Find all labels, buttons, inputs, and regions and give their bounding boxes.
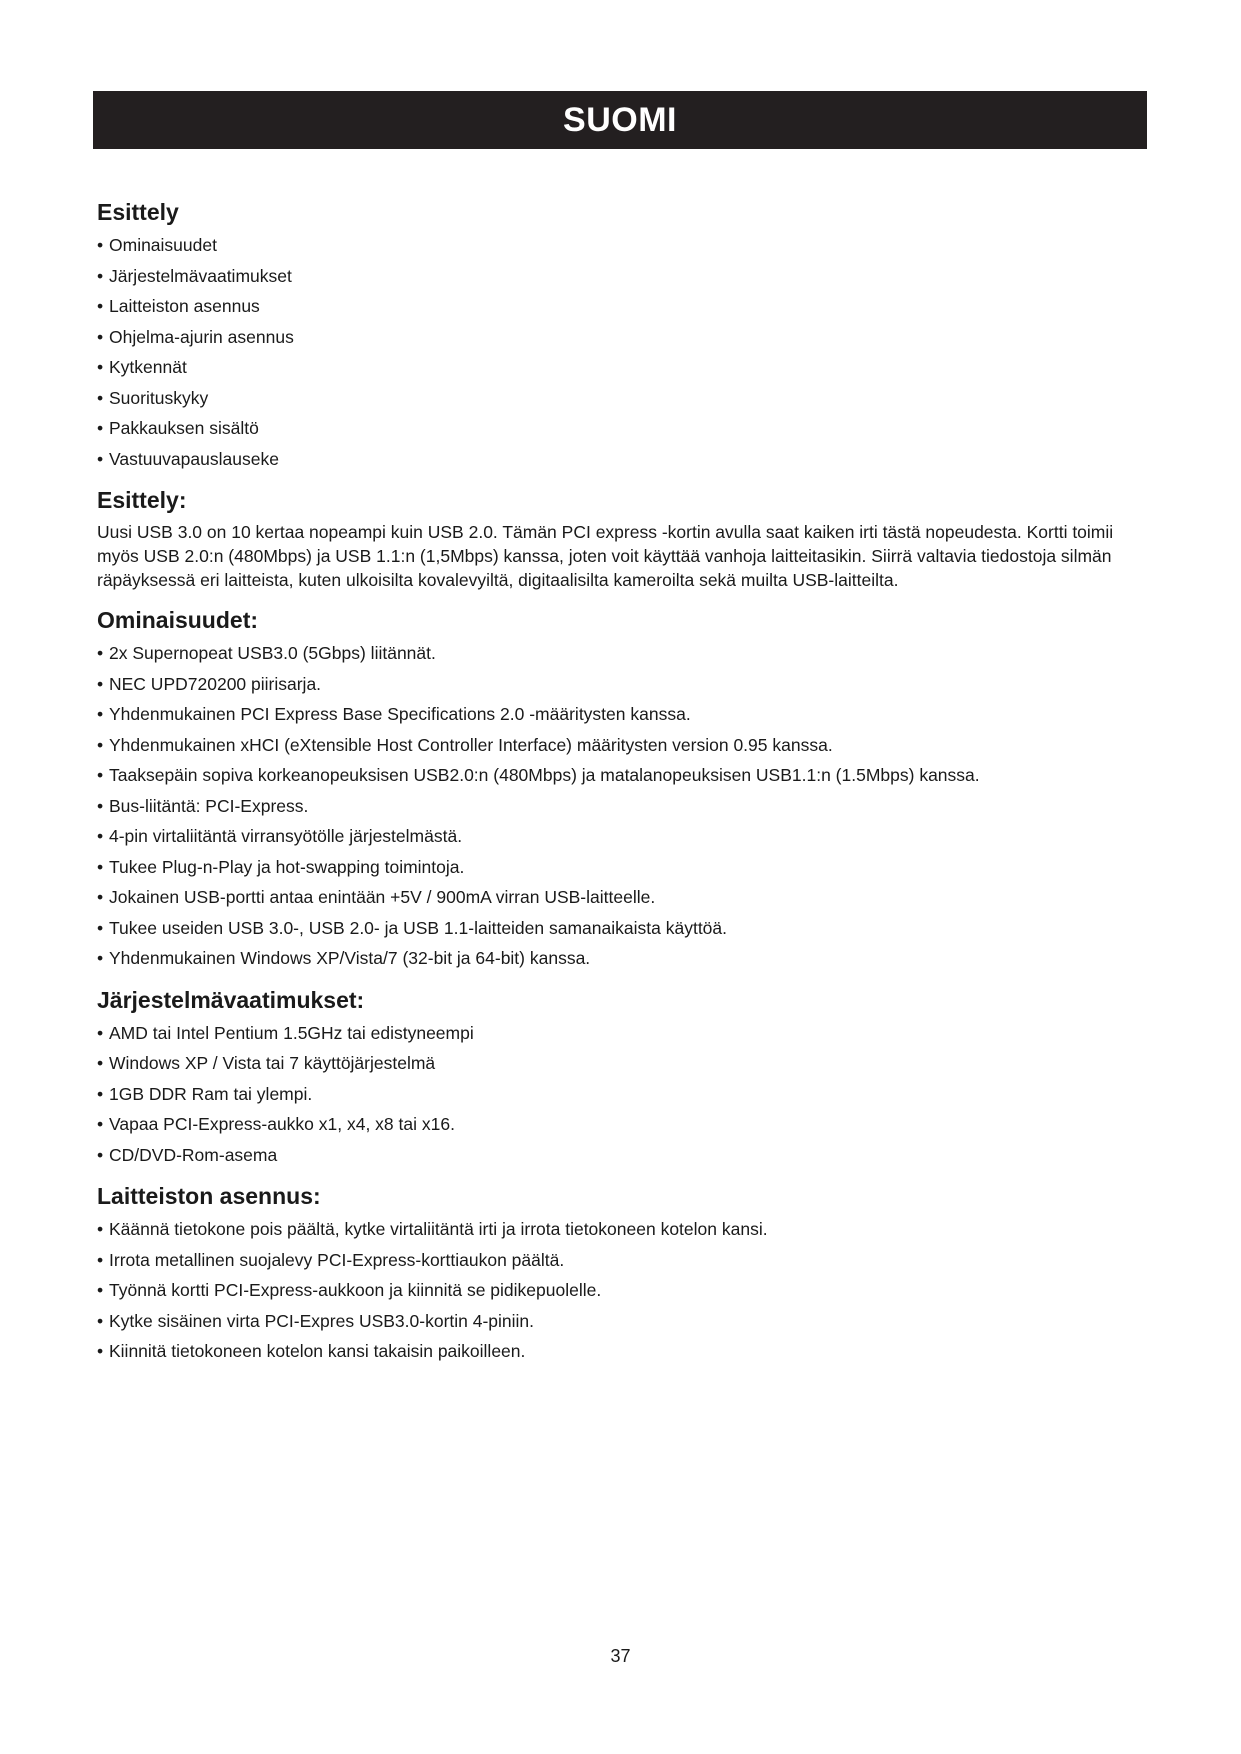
bullet-icon: • (97, 704, 104, 724)
intro-paragraph: Uusi USB 3.0 on 10 kertaa nopeampi kuin USB 2.0. Tämän PCI express -kortin avulla saat kaiken irti tästä nopeudesta. Kortti toimii myös USB 2.0:n (480Mbps) ja USB 1.1:n (1,5Mbps) kanssa, joten voit käyttää vanhoja laitteitasikin. Siirrä valtavia tiedostoja silmän räpäyksessä eri laitteista, kuten ulkoisilta kovalevyiltä, digitaalisilta kameroilta sekä muilta USB-laitteilta. (97, 522, 1114, 590)
bullet-icon: • (97, 1341, 104, 1361)
bullet-icon: • (97, 1083, 104, 1104)
list-item: • AMD tai Intel Pentium 1.5GHz tai edistyneempi (97, 1018, 1147, 1049)
list-item: • Yhdenmukainen Windows XP/Vista/7 (32-bit ja 64-bit) kanssa. (97, 943, 1147, 974)
list-item: • NEC UPD720200 piirisarja. (97, 669, 1147, 700)
list-item: • Järjestelmävaatimukset (97, 261, 1147, 292)
bullet-icon: • (97, 643, 104, 663)
list-item: • 1GB DDR Ram tai ylempi. (97, 1079, 1147, 1110)
bullet-icon: • (97, 1280, 104, 1300)
list-item: • Tukee useiden USB 3.0-, USB 2.0- ja USB 1.1-laitteiden samanaikaista käyttöä. (97, 913, 1147, 944)
list-item: • Laitteiston asennus (97, 291, 1147, 322)
list-item: • Yhdenmukainen xHCI (eXtensible Host Controller Interface) määritysten version 0.95 kanssa. (97, 730, 1147, 761)
bullet-icon: • (97, 887, 104, 907)
list-item: • Suorituskyky (97, 383, 1147, 414)
bullet-icon: • (97, 357, 104, 377)
requirements-list (97, 1018, 1147, 1171)
features-title: Ominaisuudet: (97, 607, 259, 633)
bullet-icon: • (97, 1310, 104, 1331)
bullet-icon: • (97, 326, 104, 347)
bullet-icon: • (97, 673, 104, 694)
requirements-title: Järjestelmävaatimukset: (97, 986, 365, 1013)
bullet-icon: • (97, 1219, 104, 1239)
list-item: • Ominaisuudet (97, 230, 1147, 261)
bullet-icon: • (97, 1114, 104, 1134)
list-item: • 4-pin virtaliitäntä virransyötölle järjestelmästä. (97, 821, 1147, 852)
bullet-icon: • (97, 795, 104, 816)
page-number: 37 (610, 1646, 631, 1666)
list-item: • 2x Supernopeat USB3.0 (5Gbps) liitännät. (97, 638, 1147, 669)
list-item: • Yhdenmukainen PCI Express Base Specifications 2.0 -määritysten kanssa. (97, 699, 1147, 730)
bullet-icon: • (97, 418, 104, 438)
bullet-icon: • (97, 448, 104, 469)
bullet-icon: • (97, 1022, 104, 1043)
list-item: • Kytke sisäinen virta PCI-Expres USB3.0-kortin 4-piniin. (97, 1306, 1147, 1337)
language-header-bar (93, 91, 1147, 149)
bullet-icon: • (97, 1144, 104, 1165)
list-item: • Kiinnitä tietokoneen kotelon kansi takaisin paikoilleen. (97, 1336, 1147, 1367)
intro-title: Esittely: (97, 487, 187, 513)
list-item: • Kytkennät (97, 352, 1147, 383)
bullet-icon: • (97, 856, 104, 877)
list-item: • Windows XP / Vista tai 7 käyttöjärjestelmä (97, 1048, 1147, 1079)
list-item: • Vastuuvapauslauseke (97, 444, 1147, 475)
list-item: • Pakkauksen sisältö (97, 413, 1147, 444)
list-item: • Taaksepäin sopiva korkeanopeuksisen USB2.0:n (480Mbps) ja matalanopeuksisen USB1.1:n (1.5Mbps) kanssa. (97, 760, 1147, 791)
bullet-icon: • (97, 235, 104, 255)
bullet-icon: • (97, 296, 104, 316)
bullet-icon: • (97, 917, 104, 938)
list-item: • Tukee Plug-n-Play ja hot-swapping toimintoja. (97, 852, 1147, 883)
features-list (97, 638, 1147, 974)
bullet-icon: • (97, 1053, 104, 1073)
toc-list (97, 230, 1147, 474)
bullet-icon: • (97, 826, 104, 846)
list-item: • CD/DVD-Rom-asema (97, 1140, 1147, 1171)
bullet-icon: • (97, 734, 104, 755)
bullet-icon: • (97, 387, 104, 408)
list-item: • Vapaa PCI-Express-aukko x1, x4, x8 tai x16. (97, 1109, 1147, 1140)
list-item: • Käännä tietokone pois päältä, kytke virtaliitäntä irti ja irrota tietokoneen kotelon kansi. (97, 1214, 1147, 1245)
installation-list (97, 1214, 1147, 1367)
page-content (97, 194, 1147, 1367)
bullet-icon: • (97, 765, 104, 785)
bullet-icon: • (97, 265, 104, 286)
bullet-icon: • (97, 1249, 104, 1270)
list-item: • Irrota metallinen suojalevy PCI-Express-korttiaukon päältä. (97, 1245, 1147, 1276)
list-item: • Jokainen USB-portti antaa enintään +5V / 900mA virran USB-laitteelle. (97, 882, 1147, 913)
installation-title: Laitteiston asennus: (97, 1183, 321, 1209)
bullet-icon: • (97, 948, 104, 968)
list-item: • Ohjelma-ajurin asennus (97, 322, 1147, 353)
list-item: • Työnnä kortti PCI-Express-aukkoon ja kiinnitä se pidikepuolelle. (97, 1275, 1147, 1306)
toc-title: Esittely (97, 199, 179, 225)
language-header-title: SUOMI (563, 100, 677, 139)
list-item: • Bus-liitäntä: PCI-Express. (97, 791, 1147, 822)
